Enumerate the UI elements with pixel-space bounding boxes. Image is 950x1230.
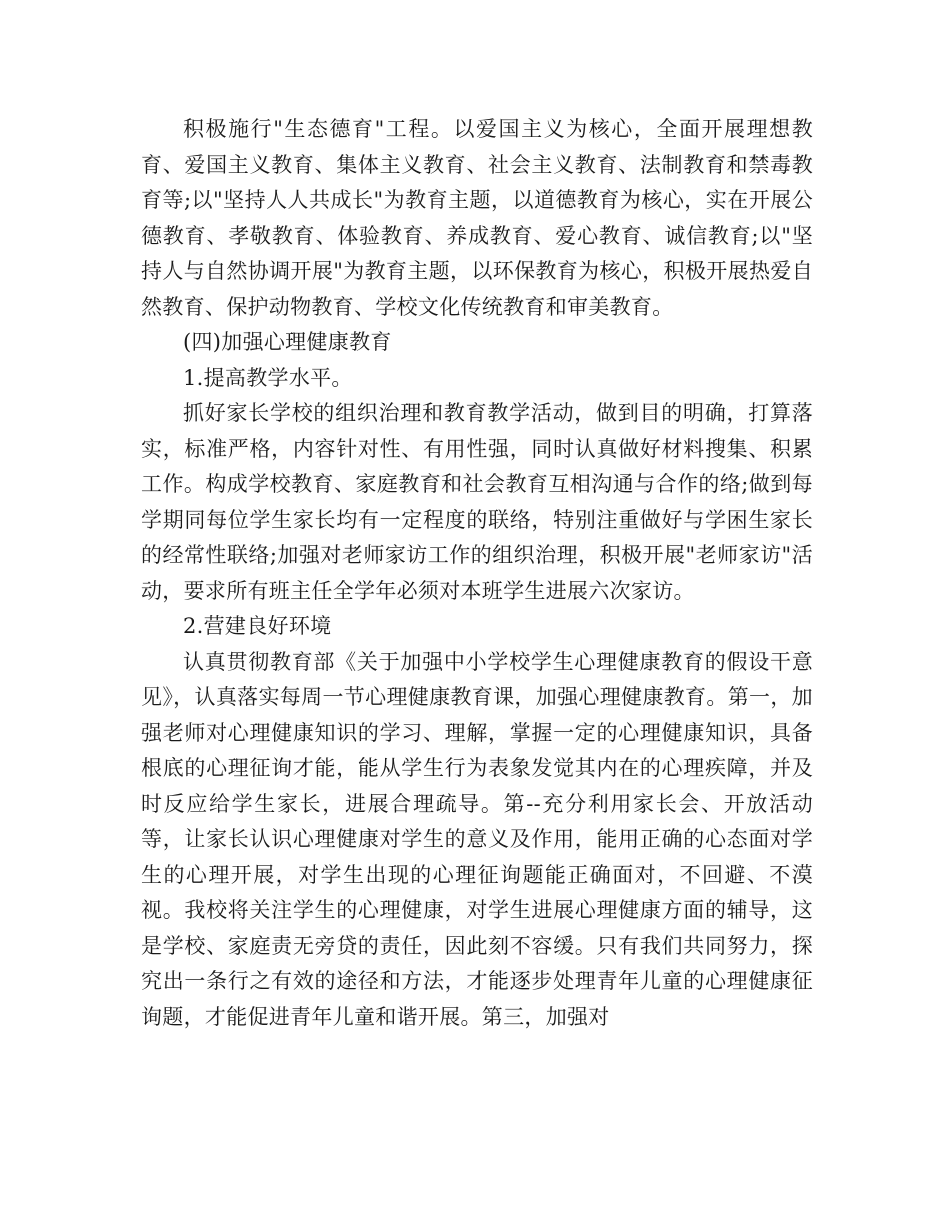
paragraph-eco-moral-education: 积极施行"生态德育"工程。以爱国主义为核心，全面开展理想教育、爱国主义教育、集体主义教育、社会主义教育、法制教育和禁毒教育等;以"坚持人人共成长"为教育主题，以道德教育为核心，实在开展公德教育、孝敬教育、体验教育、养成教育、爱心教育、诚信教育;以"坚持人与自然协调开展"为教育主题，以环保教育为核心，积极开展热爱自然教育、保护动物教育、学校文化传统教育和审美教育。	[141, 117, 813, 319]
paragraph-parent-school: 抓好家长学校的组织治理和教育教学活动，做到目的明确，打算落实，标准严格，内容针对性、有用性强，同时认真做好材料搜集、积累工作。构成学校教育、家庭教育和社会教育互相沟通与合作的络;做到每学期同每位学生家长均有一定程度的联络，特别注重做好与学困生家长的经常性联络;加强对老师家访工作的组织治理，积极开展"老师家访"活动，要求所有班主任全学年必须对本班学生进展六次家访。	[141, 401, 813, 603]
section-heading-mental-health: (四)加强心理健康教育	[183, 330, 392, 354]
document-body	[141, 112, 813, 1035]
subheading-teaching-level: 1.提高教学水平。	[183, 365, 353, 390]
paragraph-mental-health-guidance: 认真贯彻教育部《关于加强中小学校学生心理健康教育的假设干意见》，认真落实每周一节心理健康教育课，加强心理健康教育。第一，加强老师对心理健康知识的学习、理解，掌握一定的心理健康知识，具备根底的心理征询才能，能从学生行为表象发觉其内在的心理疾障，并及时反应给学生家长，进展合理疏导。第--充分利用家长会、开放活动等，让家长认识心理健康对学生的意义及作用，能用正确的心态面对学生的心理开展，对学生出现的心理征询题能正确面对，不回避、不漠视。我校将关注学生的心理健康，对学生进展心理健康方面的辅导，这是学校、家庭责无旁贷的责任，因此刻不容缓。只有我们共同努力，探究出一条行之有效的途径和方法，才能逐步处理青年儿童的心理健康征询题，才能促进青年儿童和谐开展。第三，加强对	[141, 649, 813, 1029]
subheading-environment: 2.营建良好环境	[183, 614, 332, 638]
